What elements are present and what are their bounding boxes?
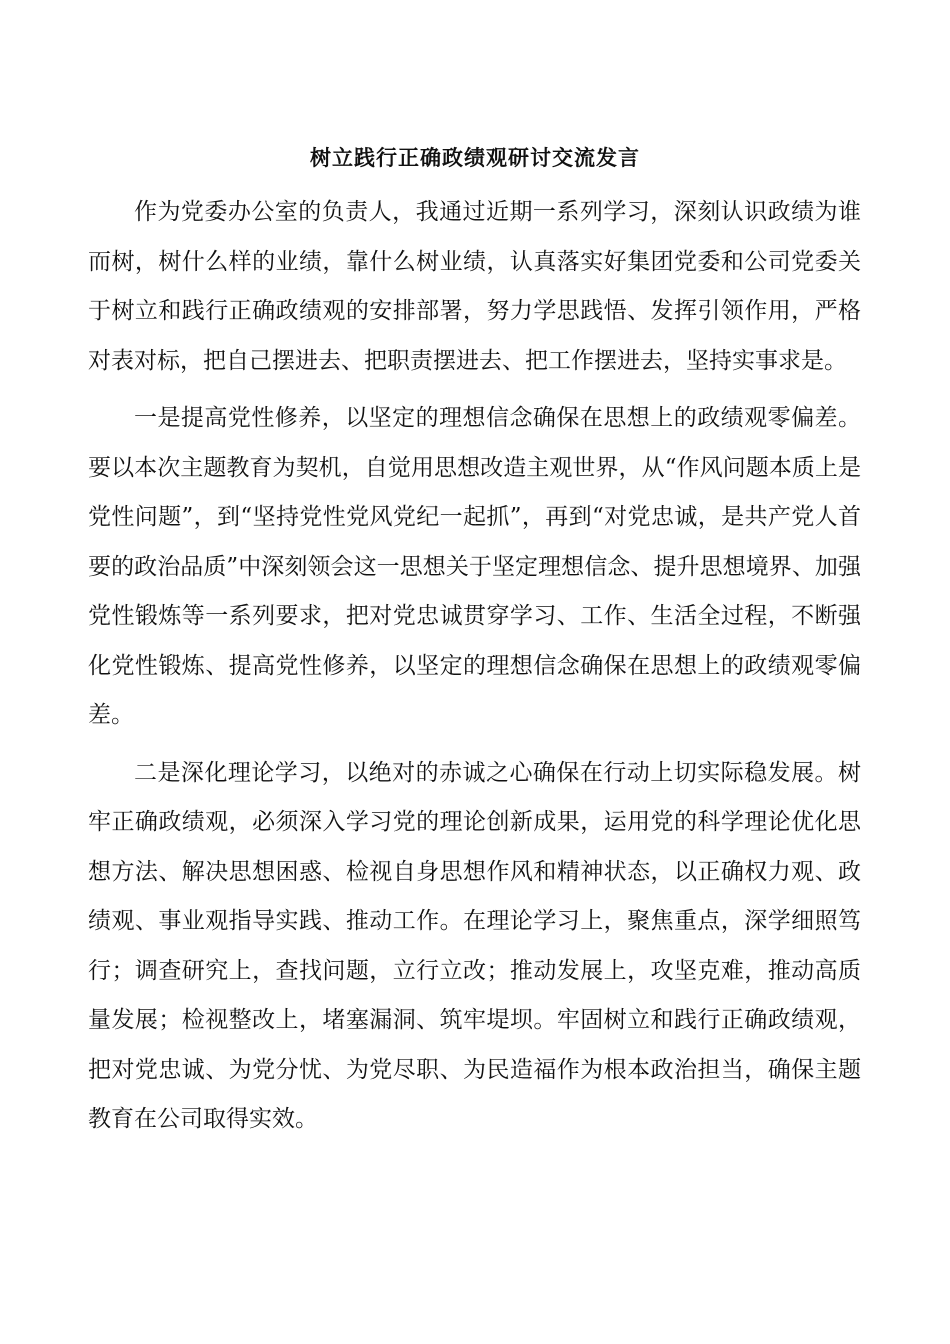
document-body	[88, 188, 861, 1145]
document-title: 树立践行正确政绩观研讨交流发言	[310, 145, 640, 170]
paragraph-intro: 作为党委办公室的负责人，我通过近期一系列学习，深刻认识政绩为谁而树，树什么样的业绩，靠什么树业绩，认真落实好集团党委和公司党委关于树立和践行正确政绩观的安排部署，努力学思践悟、发挥引领作用，严格对表对标，把自己摆进去、把职责摆进去、把工作摆进去，坚持实事求是。	[88, 199, 861, 374]
paragraph-point-one: 一是提高党性修养，以坚定的理想信念确保在思想上的政绩观零偏差。要以本次主题教育为契机，自觉用思想改造主观世界，从“作风问题本质上是党性问题”，到“坚持党性党风党纪一起抓”，再到“对党忠诚，是共产党人首要的政治品质”中深刻领会这一思想关于坚定理想信念、提升思想境界、加强党性锻炼等一系列要求，把对党忠诚贯穿学习、工作、生活全过程，不断强化党性锻炼、提高党性修养，以坚定的理想信念确保在思想上的政绩观零偏差。	[88, 405, 861, 728]
paragraph-point-two: 二是深化理论学习，以绝对的赤诚之心确保在行动上切实际稳发展。树牢正确政绩观，必须深入学习党的理论创新成果，运用党的科学理论优化思想方法、解决思想困惑、检视自身思想作风和精神状态，以正确权力观、政绩观、事业观指导实践、推动工作。在理论学习上，聚焦重点，深学细照笃行；调查研究上，查找问题，立行立改；推动发展上，攻坚克难，推动高质量发展；检视整改上，堵塞漏洞、筑牢堤坝。牢固树立和践行正确政绩观，把对党忠诚、为党分忧、为党尽职、为民造福作为根本政治担当，确保主题教育在公司取得实效。	[88, 759, 861, 1132]
